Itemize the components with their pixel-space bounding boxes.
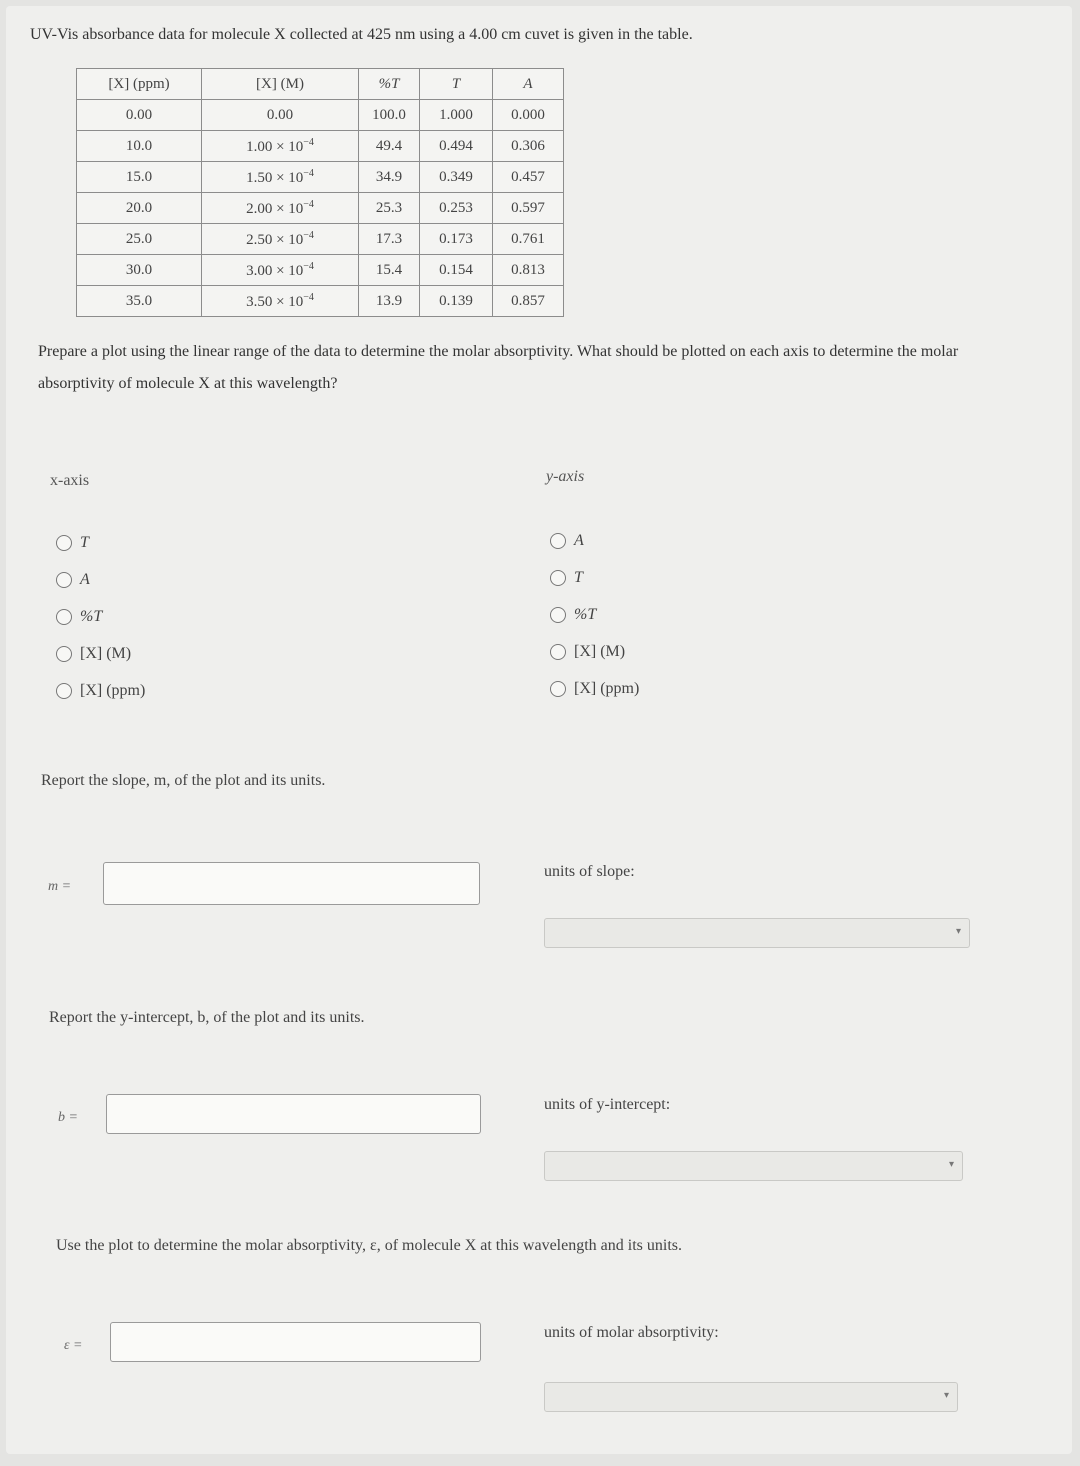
header-a: A bbox=[493, 69, 564, 100]
x-axis-option-ppm[interactable]: [X] (ppm) bbox=[56, 672, 145, 709]
cell-percent-t: 100.0 bbox=[359, 100, 420, 131]
header-t: T bbox=[420, 69, 493, 100]
x-axis-options bbox=[56, 524, 145, 709]
cell-a: 0.306 bbox=[493, 131, 564, 162]
cell-molar: $3.00 \times 10^{-4}$ bbox=[202, 255, 359, 286]
cell-percent-t: 13.9 bbox=[359, 286, 420, 317]
question-page bbox=[6, 6, 1072, 1454]
cell-t: 0.494 bbox=[420, 131, 493, 162]
table-row bbox=[77, 255, 564, 286]
table-row bbox=[77, 131, 564, 162]
y-axis-options bbox=[550, 522, 639, 707]
chevron-down-icon: ▾ bbox=[943, 1390, 949, 1401]
cell-percent-t: 25.3 bbox=[359, 193, 420, 224]
cell-molar: 0.00 bbox=[202, 100, 359, 131]
table-row bbox=[77, 193, 564, 224]
cell-ppm: 10.0 bbox=[77, 131, 202, 162]
cell-a: 0.813 bbox=[493, 255, 564, 286]
cell-t: 0.173 bbox=[420, 224, 493, 255]
cell-ppm: 25.0 bbox=[77, 224, 202, 255]
y-axis-label: y-axis bbox=[546, 468, 585, 485]
slope-units-label: units of slope: bbox=[544, 863, 635, 880]
cell-t: 1.000 bbox=[420, 100, 493, 131]
absorptivity-prompt: Use the plot to determine the molar absorptivity, ε, of molecule X at this wavelength and its units. bbox=[56, 1237, 682, 1254]
cell-t: 0.154 bbox=[420, 255, 493, 286]
cell-molar: $2.00 \times 10^{-4}$ bbox=[202, 193, 359, 224]
intro-text: UV-Vis absorbance data for molecule X collected at 425 nm using a 4.00 cm cuvet is given in the table. bbox=[30, 26, 693, 43]
cell-percent-t: 49.4 bbox=[359, 131, 420, 162]
radio-button[interactable] bbox=[56, 572, 72, 588]
y-axis-option-molar[interactable]: [X] (M) bbox=[550, 633, 639, 670]
cell-percent-t: 34.9 bbox=[359, 162, 420, 193]
table-header-row bbox=[77, 69, 564, 100]
cell-a: 0.000 bbox=[493, 100, 564, 131]
radio-button[interactable] bbox=[56, 609, 72, 625]
y-axis-option-percent-t[interactable]: %T bbox=[550, 596, 639, 633]
cell-ppm: 0.00 bbox=[77, 100, 202, 131]
cell-t: 0.253 bbox=[420, 193, 493, 224]
absorptivity-units-dropdown[interactable] bbox=[544, 1382, 958, 1412]
table-row bbox=[77, 286, 564, 317]
intercept-units-dropdown[interactable] bbox=[544, 1151, 963, 1181]
cell-ppm: 15.0 bbox=[77, 162, 202, 193]
intercept-units-label: units of y-intercept: bbox=[544, 1096, 671, 1113]
absorptivity-input[interactable] bbox=[110, 1322, 481, 1362]
y-axis-option-t[interactable]: T bbox=[550, 559, 639, 596]
absorbance-data-table bbox=[76, 68, 564, 317]
table-row bbox=[77, 100, 564, 131]
intercept-input[interactable] bbox=[106, 1094, 481, 1134]
cell-ppm: 30.0 bbox=[77, 255, 202, 286]
slope-label: m = bbox=[48, 879, 72, 894]
header-ppm: [X] (ppm) bbox=[77, 69, 202, 100]
radio-button[interactable] bbox=[550, 607, 566, 623]
cell-a: 0.457 bbox=[493, 162, 564, 193]
radio-button[interactable] bbox=[550, 644, 566, 660]
header-molar: [X] (M) bbox=[202, 69, 359, 100]
cell-ppm: 20.0 bbox=[77, 193, 202, 224]
y-axis-option-ppm[interactable]: [X] (ppm) bbox=[550, 670, 639, 707]
x-axis-option-t[interactable]: T bbox=[56, 524, 145, 561]
x-axis-option-percent-t[interactable]: %T bbox=[56, 598, 145, 635]
intercept-label: b = bbox=[58, 1110, 78, 1125]
cell-a: 0.597 bbox=[493, 193, 564, 224]
cell-t: 0.139 bbox=[420, 286, 493, 317]
radio-button[interactable] bbox=[56, 646, 72, 662]
cell-a: 0.761 bbox=[493, 224, 564, 255]
slope-units-dropdown[interactable] bbox=[544, 918, 970, 948]
cell-ppm: 35.0 bbox=[77, 286, 202, 317]
absorptivity-units-label: units of molar absorptivity: bbox=[544, 1324, 719, 1341]
radio-button[interactable] bbox=[550, 570, 566, 586]
slope-input[interactable] bbox=[103, 862, 480, 905]
cell-percent-t: 17.3 bbox=[359, 224, 420, 255]
radio-button[interactable] bbox=[56, 683, 72, 699]
x-axis-option-a[interactable]: A bbox=[56, 561, 145, 598]
y-axis-option-a[interactable]: A bbox=[550, 522, 639, 559]
header-percent-t: %T bbox=[359, 69, 420, 100]
axis-question-text: Prepare a plot using the linear range of the data to determine the molar absorptivity. What should be plotted on each axis to determine the molar absorptivity of molecule X at this wavelength? bbox=[38, 343, 959, 392]
table-row bbox=[77, 162, 564, 193]
table-row bbox=[77, 224, 564, 255]
cell-molar: $2.50 \times 10^{-4}$ bbox=[202, 224, 359, 255]
cell-t: 0.349 bbox=[420, 162, 493, 193]
slope-prompt: Report the slope, m, of the plot and its units. bbox=[41, 772, 326, 789]
cell-a: 0.857 bbox=[493, 286, 564, 317]
intercept-prompt: Report the y-intercept, b, of the plot and its units. bbox=[49, 1009, 365, 1026]
radio-button[interactable] bbox=[550, 533, 566, 549]
chevron-down-icon: ▾ bbox=[948, 1159, 954, 1170]
cell-molar: $1.00 \times 10^{-4}$ bbox=[202, 131, 359, 162]
cell-molar: $1.50 \times 10^{-4}$ bbox=[202, 162, 359, 193]
radio-button[interactable] bbox=[56, 535, 72, 551]
chevron-down-icon: ▾ bbox=[955, 926, 961, 937]
radio-button[interactable] bbox=[550, 681, 566, 697]
cell-molar: $3.50 \times 10^{-4}$ bbox=[202, 286, 359, 317]
x-axis-option-molar[interactable]: [X] (M) bbox=[56, 635, 145, 672]
absorptivity-label: ε = bbox=[64, 1338, 83, 1353]
x-axis-label: x-axis bbox=[50, 472, 90, 489]
cell-percent-t: 15.4 bbox=[359, 255, 420, 286]
